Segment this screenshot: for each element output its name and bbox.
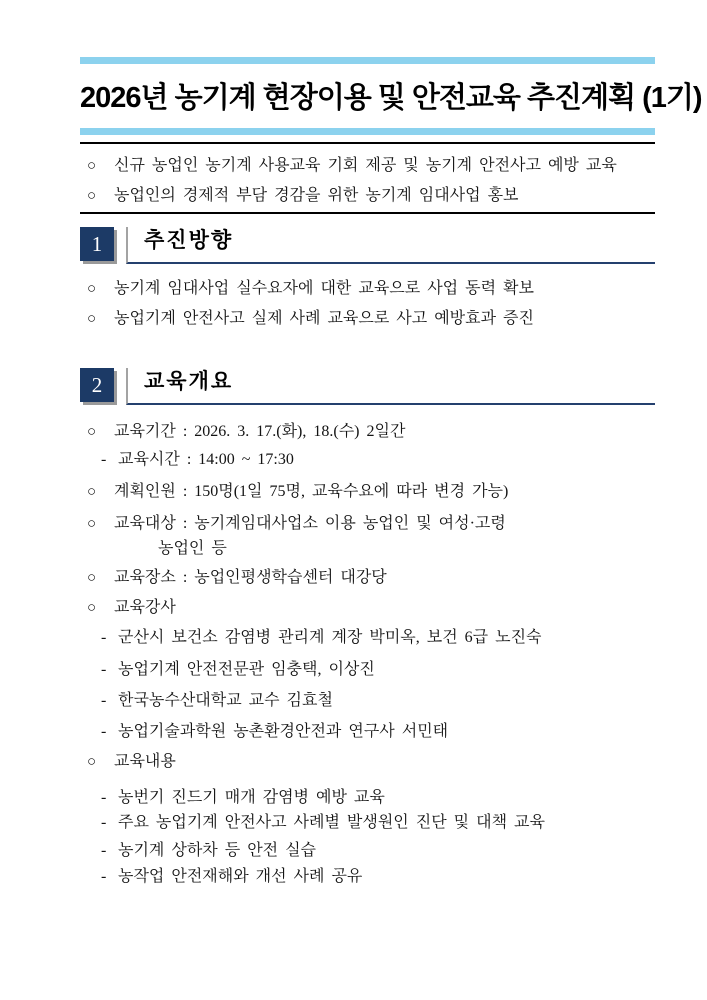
dash-bullet: - [101, 661, 107, 678]
dash-bullet: - [101, 868, 107, 885]
list-subitem [80, 721, 655, 743]
list-item-text: 군산시 보건소 감염병 관리계 계장 박미옥, 보건 6급 노진숙 [118, 629, 542, 646]
circle-bullet: ○ [87, 484, 97, 500]
section-1-heading: 추진방향 [144, 229, 234, 252]
list-item-text: 농작업 안전재해와 개선 사례 공유 [118, 868, 363, 885]
circle-bullet: ○ [87, 600, 97, 616]
section-2-number-badge: 2 [80, 368, 114, 402]
circle-bullet: ○ [87, 516, 97, 532]
horizontal-rule [80, 142, 655, 144]
list-subitem [80, 627, 655, 649]
section-1-number-badge: 1 [80, 227, 114, 261]
dash-bullet: - [101, 629, 107, 646]
section-1-heading-wrap [126, 227, 655, 264]
title-banner [80, 57, 702, 144]
list-item [80, 308, 655, 330]
list-item-text: 교육강사 [114, 599, 176, 616]
list-item-text: 농업기계 안전전문관 임충택, 이상진 [118, 661, 375, 678]
title-top-bar [80, 57, 655, 64]
circle-bullet: ○ [87, 281, 97, 297]
list-item [80, 481, 655, 503]
circle-bullet: ○ [87, 158, 97, 174]
list-item [80, 567, 655, 589]
list-item-line1: 교육대상 : 농기계임대사업소 이용 농업인 및 여성·고령 [114, 515, 506, 532]
title-bottom-bar [80, 128, 655, 135]
list-subitem [80, 787, 655, 809]
list-item-text: 농기계 임대사업 실수요자에 대한 교육으로 사업 동력 확보 [114, 280, 534, 297]
list-subitem [80, 449, 655, 471]
list-item [80, 751, 655, 773]
list-item-text: 농기계 상하차 등 안전 실습 [118, 842, 317, 859]
list-item-text: 교육시간 : 14:00 ~ 17:30 [118, 451, 294, 468]
dash-bullet: - [101, 842, 107, 859]
list-item-text: 농업기술과학원 농촌환경안전과 연구사 서민태 [118, 723, 449, 740]
section-1-list [80, 278, 655, 330]
list-subitem [80, 690, 655, 712]
section-2-heading-wrap [126, 368, 655, 405]
dash-bullet: - [101, 692, 107, 709]
list-item-text [114, 513, 655, 560]
circle-bullet: ○ [87, 311, 97, 327]
list-subitem [80, 866, 655, 888]
circle-bullet: ○ [87, 188, 97, 204]
section-1-header [80, 227, 655, 264]
list-item-text: 농업기계 안전사고 실제 사례 교육으로 사고 예방효과 증진 [114, 310, 534, 327]
overview-item-text: 신규 농업인 농기계 사용교육 기회 제공 및 농기계 안전사고 예방 교육 [114, 157, 617, 174]
circle-bullet: ○ [87, 754, 97, 770]
list-item-text: 교육장소 : 농업인평생학습센터 대강당 [114, 569, 387, 586]
list-item-text: 주요 농업기계 안전사고 사례별 발생원인 진단 및 대책 교육 [118, 814, 545, 831]
section-2-header [80, 368, 655, 405]
document-title: 2026년 농기계 현장이용 및 안전교육 추진계획 (1기) [80, 82, 702, 114]
dash-bullet: - [101, 814, 107, 831]
list-item-text: 농번기 진드기 매개 감염병 예방 교육 [118, 789, 385, 806]
list-item-line2: 농업인 등 [158, 540, 227, 557]
list-item [80, 597, 655, 619]
dash-bullet: - [101, 451, 107, 468]
circle-bullet: ○ [87, 424, 97, 440]
list-item-text: 교육내용 [114, 753, 176, 770]
list-subitem [80, 659, 655, 681]
list-subitem [80, 812, 655, 834]
horizontal-rule [80, 212, 655, 214]
list-item [80, 513, 655, 560]
section-2-list [80, 421, 655, 888]
list-item-text: 한국농수산대학교 교수 김효철 [118, 692, 333, 709]
list-item [80, 421, 655, 443]
list-item-text: 계획인원 : 150명(1일 75명, 교육수요에 따라 변경 가능) [114, 483, 509, 500]
overview-item [80, 185, 655, 207]
circle-bullet: ○ [87, 570, 97, 586]
list-subitem [80, 840, 655, 862]
dash-bullet: - [101, 789, 107, 806]
overview-section [80, 155, 655, 207]
dash-bullet: - [101, 723, 107, 740]
list-item-text: 교육기간 : 2026. 3. 17.(화), 18.(수) 2일간 [114, 423, 406, 440]
overview-item [80, 155, 655, 177]
section-2-heading: 교육개요 [144, 370, 234, 393]
overview-item-text: 농업인의 경제적 부담 경감을 위한 농기계 임대사업 홍보 [114, 187, 519, 204]
list-item [80, 278, 655, 300]
